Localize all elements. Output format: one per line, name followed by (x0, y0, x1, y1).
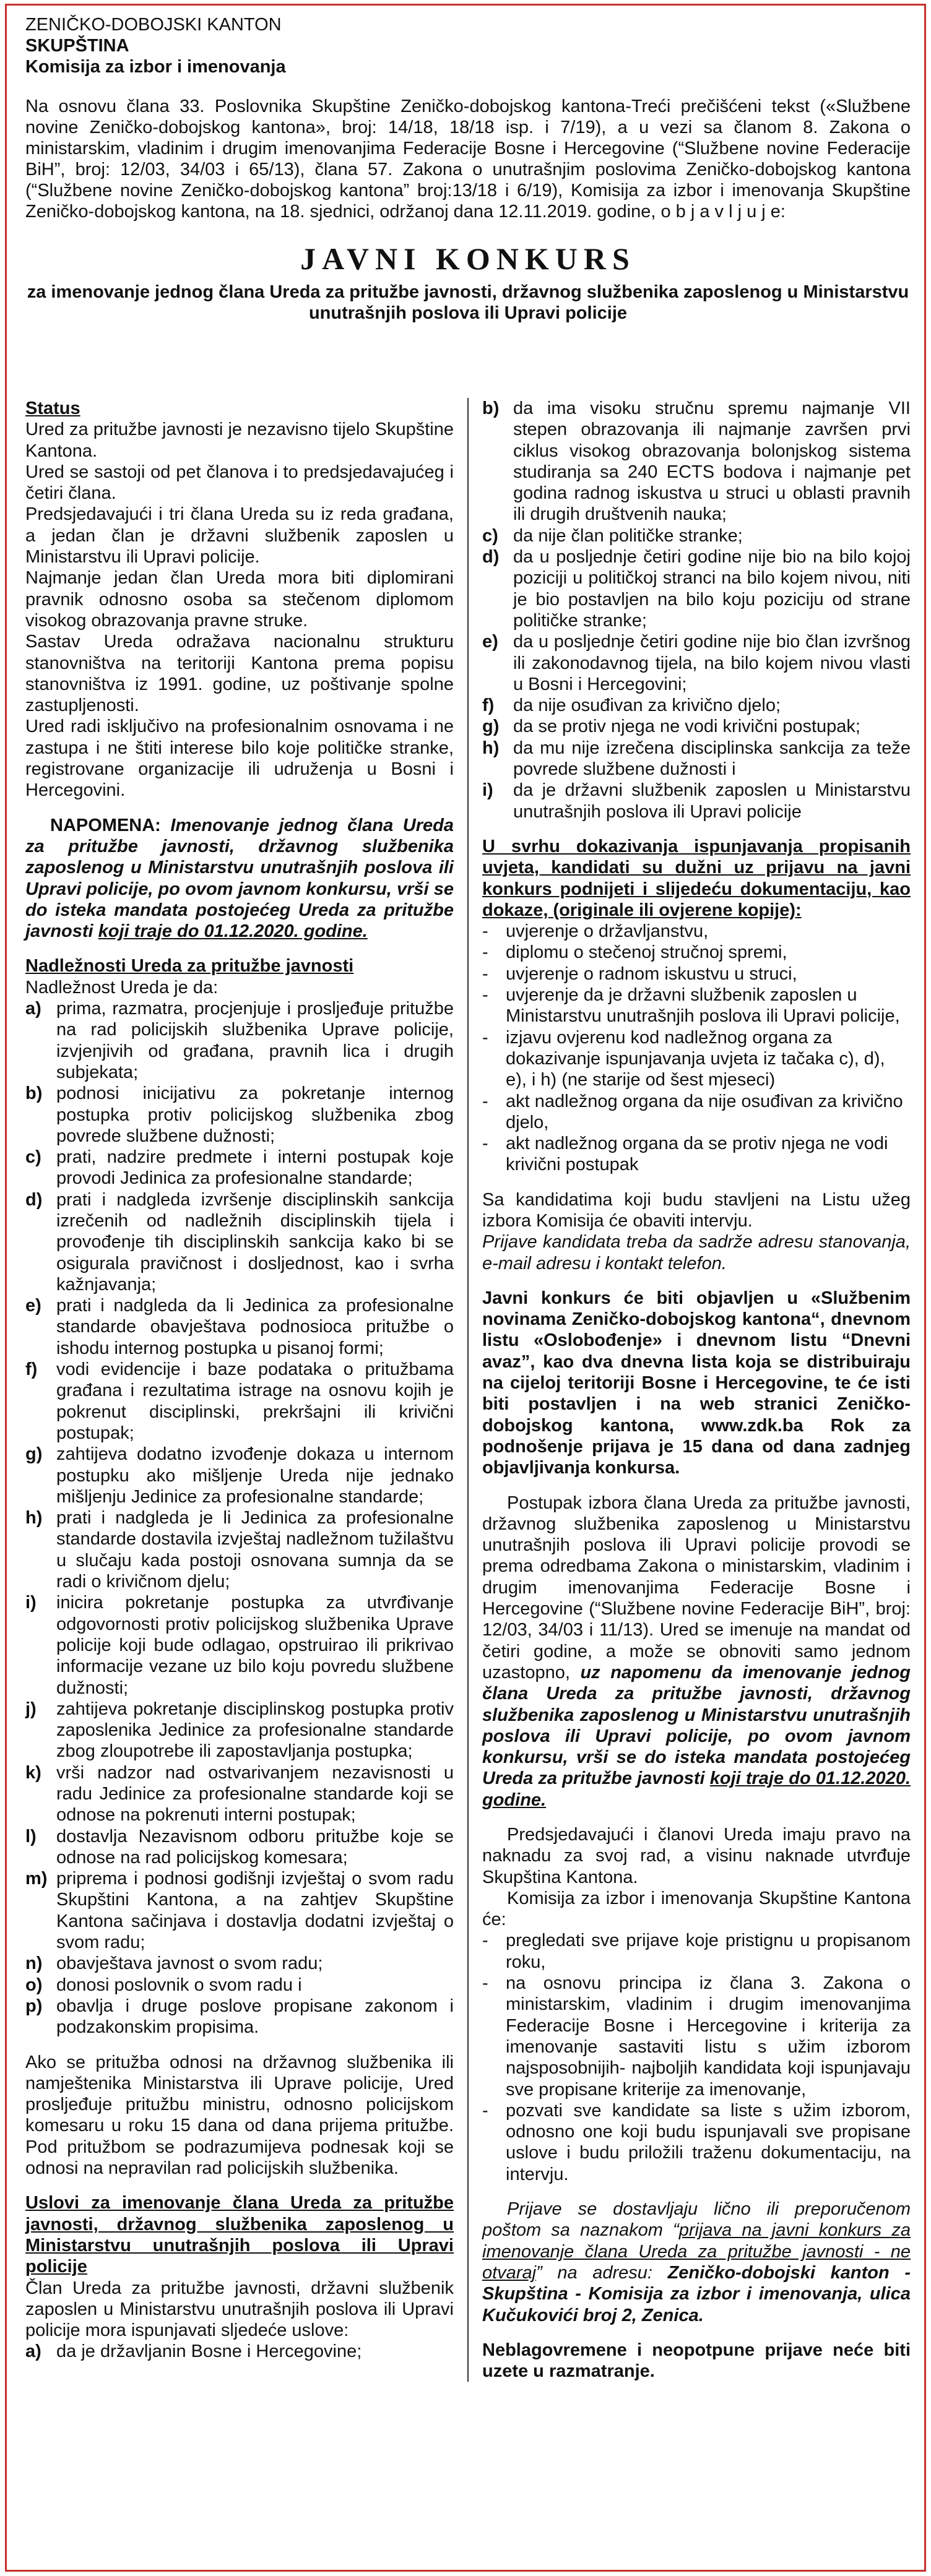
conditions-intro: Član Ureda za pritužbe javnosti, državni službenik zaposlen u Ministarstvu unutrašnjih poslova ili Upravi policije mora ispunjavati sljedeće uslove: (25, 2278, 454, 2341)
complaint-paragraph: Ako se pritužba odnosi na državnog službenika ili namještenika Ministarstva ili Uprave policije, Ured prosljeđuje pritužbu ministru, odnosno policijskom komesaru u roku 15 dana od dana prijema pritužbe. Pod pritužbom se podrazumijeva podnesak koji se odnosi na nepravilan rad policijskih službenika. (25, 2052, 454, 2179)
list-item: a) da je državljanin Bosne i Hercegovine; (25, 2341, 362, 2362)
page-subtitle: za imenovanje jednog člana Ureda za pritužbe javnosti, državnog službenika zaposlenog u Ministarstvu unutrašnjih poslova ili Upravi policije (27, 282, 909, 323)
status-paragraph: Ured se sastoji od pet članova i to predsjedavajućeg i četiri člana. (25, 462, 454, 504)
procedure-note: uz napomenu da imenovanje jednog člana Ureda za pritužbe javnosti, državnog službenika zaposlenog u Ministarstvu unutrašnjih poslova ili Upravi policije, po ovom javnom konkursu, vrši se do isteka mandata postojećeg Ureda za pritužbe javnosti (482, 1662, 911, 1789)
list-item: p) obavlja i druge poslove propisane zakonom i podzakonskim propisima. (25, 1996, 454, 2038)
issuer-header (25, 14, 911, 77)
list-item: - pozvati sve kandidate sa liste s užim izborom, odnosno one koji budu ispunjavali sve propisane uslove i budu priložili traženu dokumentaciju, na intervju. (482, 2100, 911, 2184)
publication-paragraph: Javni konkurs će biti objavljen u «Službenim novinama Zeničko-dobojskog kantona“, dnevnom listu «Oslobođenje» i dnevnom listu “Dnevni avaz”, kao dva dnevna lista koja se distribuiraju na cijeloj teritoriji Bosne i Hercegovine, te će isti biti postavljen i na web stranici Zeničko-dobojskog kantona, www.zdk.ba Rok za podnošenje prijava je 15 dana od dana zadnjeg objavljivanja konkursa. (482, 1288, 911, 1478)
conditions-list (482, 398, 911, 822)
documents-heading: U svrhu dokazivanja ispunjavanja propisanih uvjeta, kandidati su dužni uz prijavu na javni konkurs podnijeti i slijedeću dokumentaciju, kao dokaze, (originale ili ovjerene kopije): (482, 836, 911, 920)
compensation-paragraph: Predsjedavajući i članovi Ureda imaju pravo na naknadu za svoj rad, a visinu naknade utvrđuje Skupština Kantona. (482, 1825, 911, 1887)
list-item: c) da nije član političke stranke; (482, 525, 743, 546)
note-paragraph (25, 815, 454, 942)
conditions-heading: Uslovi za imenovanje člana Ureda za pritužbe javnosti, državnog službenika zaposlenog u Ministarstvu unutrašnjih poslova ili Upravi policije (25, 2193, 454, 2277)
note-label: NAPOMENA: (50, 815, 161, 835)
final-note: Neblagovremene i neopotpune prijave neće biti uzete u razmatranje. (482, 2340, 911, 2382)
list-item: c) prati, nadzire predmete i interni postupak koje provodi Jedinica za profesionalne standarde; (25, 1147, 454, 1189)
submission-label: prijava na javni konkurs za imenovanje člana Ureda za pritužbe javnosti - ne otvaraj (482, 2220, 911, 2283)
list-item: k) vrši nadzor nad ostvarivanjem nezavisnosti u radu Jedinice za profesionalne standarde koji se odnose na pokrenuti interni postupak; (25, 1762, 454, 1825)
list-item: - uvjerenje da je državni službenik zaposlen u Ministarstvu unutrašnjih poslova ili Upravi policije, (482, 985, 900, 1027)
list-item: - akt nadležnog organa da se protiv njega ne vodi krivični postupak (482, 1134, 888, 1175)
list-item: i) da je državni službenik zaposlen u Ministarstvu unutrašnjih poslova ili Upravi policije (482, 780, 911, 822)
commission-list (482, 1930, 911, 2185)
list-item: l) dostavlja Nezavisnom odboru pritužbe koje se odnose na rad policijskog komesara; (25, 1826, 454, 1867)
submission-address: Zeničko-dobojski kanton - Skupština - Komisija za izbor i imenovanja, ulica Kučukovići broj 2, Zenica. (482, 2262, 911, 2325)
canton-name: ZENIČKO-DOBOJSKI KANTON (25, 15, 282, 35)
list-item: g) zahtijeva dodatno izvođenje dokaza u internom postupku ako mišljenje Ureda nije jednako mišljenju Jedinice za profesionalne standarde; (25, 1444, 454, 1507)
interview-paragraph: Sa kandidatima koji budu stavljeni na Listu užeg izbora Komisija će obaviti intervju. (482, 1189, 911, 1231)
list-item: b) da ima visoku stručnu spremu najmanje VII stepen obrazovanja ili najmanje završen prvi ciklus visokog obrazovanja bolonjskog sistema studiranja sa 240 ECTS bodova i najmanje pet godina radnog iskustva u struci u oblasti pravnih ili drugih društvenih nauka; (482, 398, 911, 525)
page-title: JAVNI KONKURS (300, 241, 636, 276)
list-item: - na osnovu principa iz člana 3. Zakona o ministarskim, vladinim i drugim imenovanjima Federacije Bosne i Hercegovine i kriterija za imenovanje sastaviti listu s užim izborom najsposobnijih- najboljih kandidata koji ispunjavaju sve propisane kriterije za imenovanje, (482, 1973, 911, 2100)
list-item: e) da u posljednje četiri godine nije bio član izvršnog ili zakonodavnog tijela, na bilo kojem nivou vlasti u Bosni i Hercegovini; (482, 632, 911, 694)
note-deadline: koji traje do 01.12.2020. godine. (98, 921, 368, 942)
list-item: h) prati i nadgleda je li Jedinica za profesionalne standarde dostavila izvještaj nadležnom tužilaštvu u slučaju kada postoji osnovana sumnja da se radi o krivičnom djelu; (25, 1508, 454, 1592)
list-item: - akt nadležnog organa da nije osuđivan za krivično djelo, (482, 1091, 903, 1132)
list-item: g) da se protiv njega ne vodi krivični postupak; (482, 717, 860, 737)
status-paragraph: Najmanje jedan član Ureda mora biti diplomirani pravnik odnosno osoba sa stečenom diplomom visokog obrazovanja pravne struke. (25, 568, 454, 631)
document-page (5, 4, 926, 2572)
list-item: h) da mu nije izrečena disciplinska sankcija za teže povrede službene dužnosti i (482, 738, 911, 780)
intro-paragraph: Na osnovu člana 33. Poslovnika Skupštine Zeničko-dobojskog kantona-Treći prečišćeni tekst («Službene novine Zeničko-dobojskog kantona», broj: 14/18, 18/18 isp. i 7/19), a u vezi sa članom 8. Zakona o ministarskim, vladinim i drugim imenovanjima Federacije Bosne i Hercegovine (“Službene novine Federacije BiH”, broj: 12/03, 34/03 i 65/13), člana 57. Zakona o unutrašnjim poslovima Zeničko-dobojskog kantona (“Službene novine Zeničko-dobojskog kantona” broj:13/18 i 6/19), Komisija za izbor i imenovanja Skupštine Zeničko-dobojskog kantona, na 18. sjednici, održanoj dana 12.11.2019. godine, o b j a v l j u j e: (25, 97, 911, 222)
list-item: e) prati i nadgleda da li Jedinica za profesionalne standarde obavještava podnosioca pritužbe o ishodu internog postupka u pisanoj formi; (25, 1296, 454, 1358)
list-item: f) vodi evidencije i baze podataka o pritužbama građana i rezultatima istrage na osnovu kojih je pokrenut disciplinski, prekršajni ili krivični postupak; (25, 1359, 454, 1443)
list-item: - uvjerenje o državljanstvu, (482, 921, 709, 942)
submission-paragraph: Prijave se dostavljaju lično ili preporučenom poštom sa naznakom “prijava na javni konkurs za imenovanje člana Ureda za pritužbe javnosti - ne otvaraj” na adresu: Zeničko-dobojski kanton - Skupština - Komisija za izbor i imenovanja, ulica Kučukovići broj 2, Zenica. (482, 2199, 911, 2325)
list-item: o) donosi poslovnik o svom radu i (25, 1975, 302, 1995)
list-item: a) prima, razmatra, procjenjuje i prosljeđuje pritužbe na rad policijskih službenika Uprave policije, izvjenjivih od građana, pravnih lica i drugih subjekata; (25, 999, 454, 1082)
left-column (25, 398, 469, 2382)
commission-name: Komisija za izbor i imenovanja (25, 57, 286, 77)
procedure-paragraph (482, 1493, 911, 1811)
assembly-name: SKUPŠTINA (25, 36, 129, 56)
list-item: - izjavu ovjerenu kod nadležnog organa za dokazivanje ispunjavanja uvjeta iz tačaka c), d), e), i h) (ne starije od šest mjeseci) (482, 1027, 885, 1090)
documents-list (482, 921, 911, 1176)
list-item: b) podnosi inicijativu za pokretanje internog postupka protiv policijskog službenika zbog povrede službene dužnosti; (25, 1083, 454, 1146)
list-item: - diplomu o stečenoj stručnoj spremi, (482, 942, 787, 963)
two-column-body (25, 398, 911, 2382)
right-column (469, 398, 911, 2382)
list-item: f) da nije osuđivan za krivično djelo; (482, 696, 781, 716)
document-content (25, 14, 911, 2382)
procedure-text: Postupak izbora člana Ureda za pritužbe javnosti, državnog službenika zaposlenog u Ministarstvu unutrašnjih poslova ili Upravi policije provodi se prema odredbama Zakona o ministarskim, vladinim i drugim imenovanjima Federacije Bosne i Hercegovine (“Službene novine Federacije BiH”, broj: 12/03, 34/03 i 11/13). Ured se imenuje na mandat od četiri godine, a može se obnoviti samo jednom uzastopno, (482, 1493, 911, 1682)
status-paragraph: Predsjedavajući i tri člana Ureda su iz reda građana, a jedan član je državni službenik zaposlen u Ministarstvu ili Upravi policije. (25, 504, 454, 567)
status-heading: Status (25, 398, 80, 418)
list-item: i) inicira pokretanje postupka za utvrđivanje odgovornosti protiv policijskog službenika Uprave policije koji bude odlagao, opstruirao ili prikrivao informacije vezane uz bilo koju povredu službene dužnosti; (25, 1593, 454, 1698)
contact-paragraph: Prijave kandidata treba da sadrže adresu stanovanja, e-mail adresu i kontakt telefon. (482, 1232, 911, 1273)
note-text: Imenovanje jednog člana Ureda za pritužbe javnosti, državnog službenika zaposlenog u Ministarstvu unutrašnjih poslova ili Upravi policije, po ovom javnom konkursu, vrši se do isteka mandata postojećeg Ureda za pritužbe javnosti (25, 815, 454, 942)
list-item: - pregledati sve prijave koje pristignu u propisanom roku, (482, 1931, 911, 1972)
procedure-deadline: koji traje do 01.12.2020. godine. (482, 1768, 911, 1810)
competences-intro: Nadležnost Ureda je da: (25, 977, 219, 997)
list-item: - uvjerenje o radnom iskustvu u struci, (482, 963, 797, 984)
list-item: d) da u posljednje četiri godine nije bio na bilo kojoj poziciji u političkoj stranci na bilo kojem nivou, niti je bio postavljen na bilo koju poziciju od strane političke stranke; (482, 547, 911, 631)
status-paragraph: Ured za pritužbe javnosti je nezavisno tijelo Skupštine Kantona. (25, 420, 454, 461)
competences-heading: Nadležnosti Ureda za pritužbe javnosti (25, 956, 354, 976)
list-item: j) zahtijeva pokretanje disciplinskog postupka protiv zaposlenika Jedinice za profesionalne standarde zbog zloupotrebe ili zapostavljanja postupka; (25, 1699, 454, 1762)
list-item: n) obavještava javnost o svom radu; (25, 1954, 323, 1974)
status-paragraph: Sastav Ureda odražava nacionalnu strukturu stanovništva na teritoriji Kantona prema popisu stanovništva iz 1991. godine, uz poštivanje spolne zastupljenosti. (25, 632, 454, 716)
competences-list (25, 998, 454, 2038)
list-item: d) prati i nadgleda izvršenje disciplinskih sankcija izrečenih od nadležnih disciplinskih tijela i provođenje tih disciplinskih sankcija kako bi se osigurala pravičnost i dosljednost, kao i svrha kažnjavanja; (25, 1189, 454, 1294)
commission-paragraph: Komisija za izbor i imenovanja Skupštine Kantona će: (482, 1888, 911, 1930)
list-item: m) priprema i podnosi godišnji izvještaj o svom radu Skupštini Kantona, a na zahtjev Skupštine Kantona sačinjava i dostavlja dodatni izvještaj o svom radu; (25, 1869, 454, 1953)
status-paragraph: Ured radi isključivo na profesionalnim osnovama i ne zastupa i ne štiti interese bilo koje političke stranke, registrovane organizacije ili udruženja u Bosni i Hercegovini. (25, 717, 454, 801)
